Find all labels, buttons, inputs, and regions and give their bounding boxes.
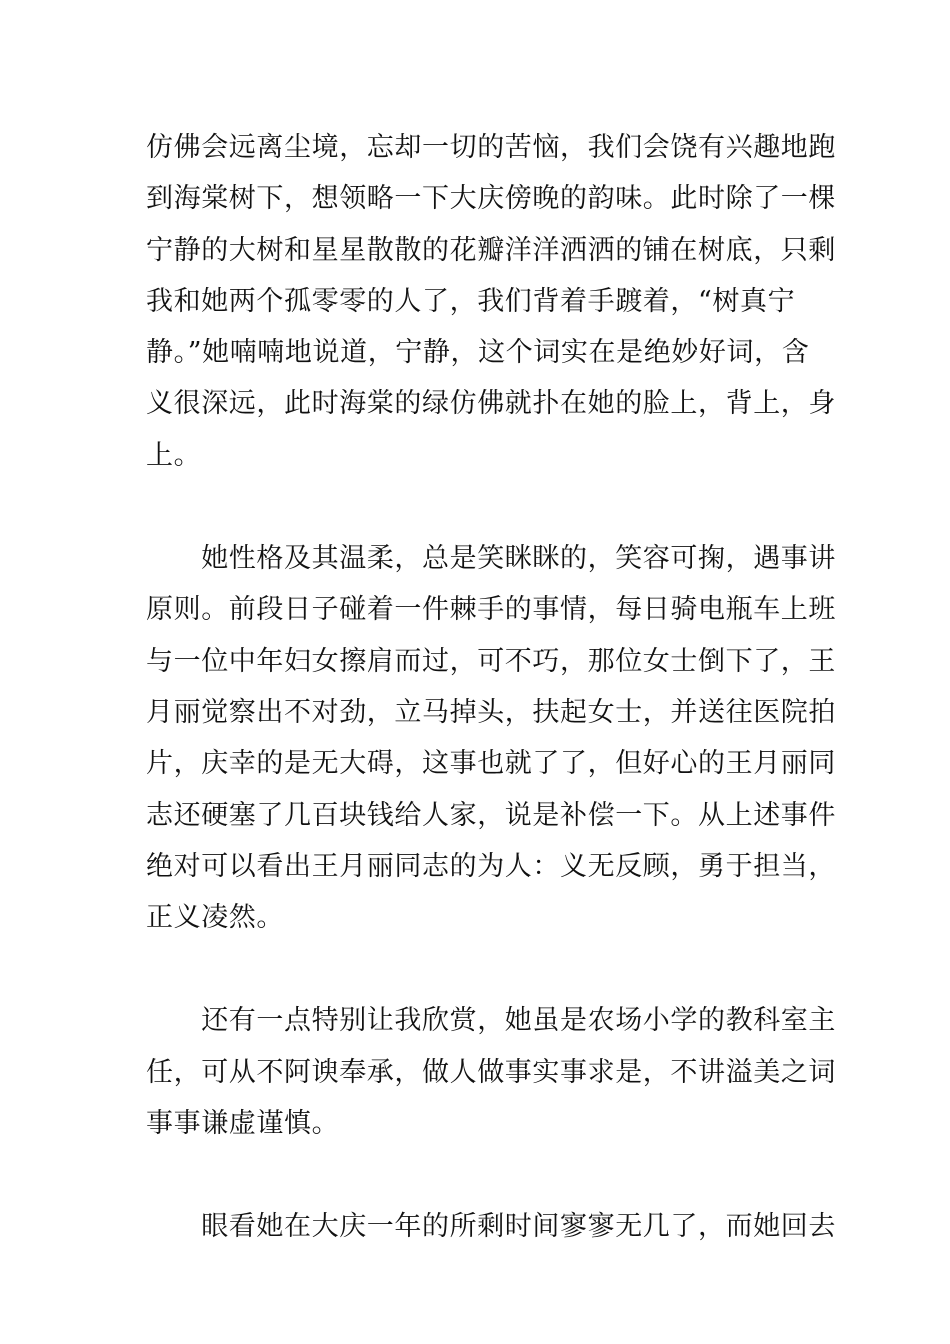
text-line: 月丽觉察出不对劲，立马掉头，扶起女士，并送往医院拍 — [146, 696, 836, 728]
text-line: 她性格及其温柔，总是笑眯眯的，笑容可掬，遇事讲 — [146, 543, 836, 575]
paragraph-2 — [146, 533, 836, 943]
text-line: 静。”她喃喃地说道，宁静，这个词实在是绝妙好词，含 — [146, 337, 810, 369]
text-line: 绝对可以看出王月丽同志的为人：义无反顾，勇于担当， — [146, 850, 836, 882]
paragraph-3 — [146, 995, 836, 1149]
paragraph-spacer — [146, 1149, 811, 1201]
text-line: 我和她两个孤零零的人了，我们背着手踱着，“树真宁 — [146, 285, 796, 317]
text-line: 到海棠树下，想领略一下大庆傍晚的韵味。此时除了一棵 — [146, 183, 836, 215]
document-body — [146, 122, 836, 1253]
text-line: 眼看她在大庆一年的所剩时间寥寥无几了，而她回去 — [146, 1211, 836, 1243]
text-line: 正义凌然。 — [146, 902, 284, 934]
paragraph-spacer — [146, 481, 811, 533]
paragraph-spacer — [146, 943, 811, 995]
text-line: 事事谦虚谨慎。 — [146, 1108, 340, 1140]
text-line: 上。 — [146, 439, 202, 471]
text-line: 宁静的大树和星星散散的花瓣洋洋洒洒的铺在树底，只剩 — [146, 234, 836, 266]
paragraph-4 — [146, 1201, 836, 1252]
text-line: 志还硬塞了几百块钱给人家，说是补偿一下。从上述事件 — [146, 799, 836, 831]
text-line: 义很深远，此时海棠的绿仿佛就扑在她的脸上，背上，身 — [146, 388, 836, 420]
text-line: 原则。前段日子碰着一件棘手的事情，每日骑电瓶车上班 — [146, 594, 836, 626]
text-line: 与一位中年妇女擦肩而过，可不巧，那位女士倒下了，王 — [146, 645, 836, 677]
paragraph-1 — [146, 122, 836, 481]
text-line: 还有一点特别让我欣赏，她虽是农场小学的教科室主 — [146, 1005, 836, 1037]
text-line: 任，可从不阿谀奉承，做人做事实事求是，不讲溢美之词 — [146, 1056, 836, 1088]
text-line: 片，庆幸的是无大碍，这事也就了了，但好心的王月丽同 — [146, 748, 836, 780]
text-line: 仿佛会远离尘境，忘却一切的苦恼，我们会饶有兴趣地跑 — [146, 132, 836, 163]
